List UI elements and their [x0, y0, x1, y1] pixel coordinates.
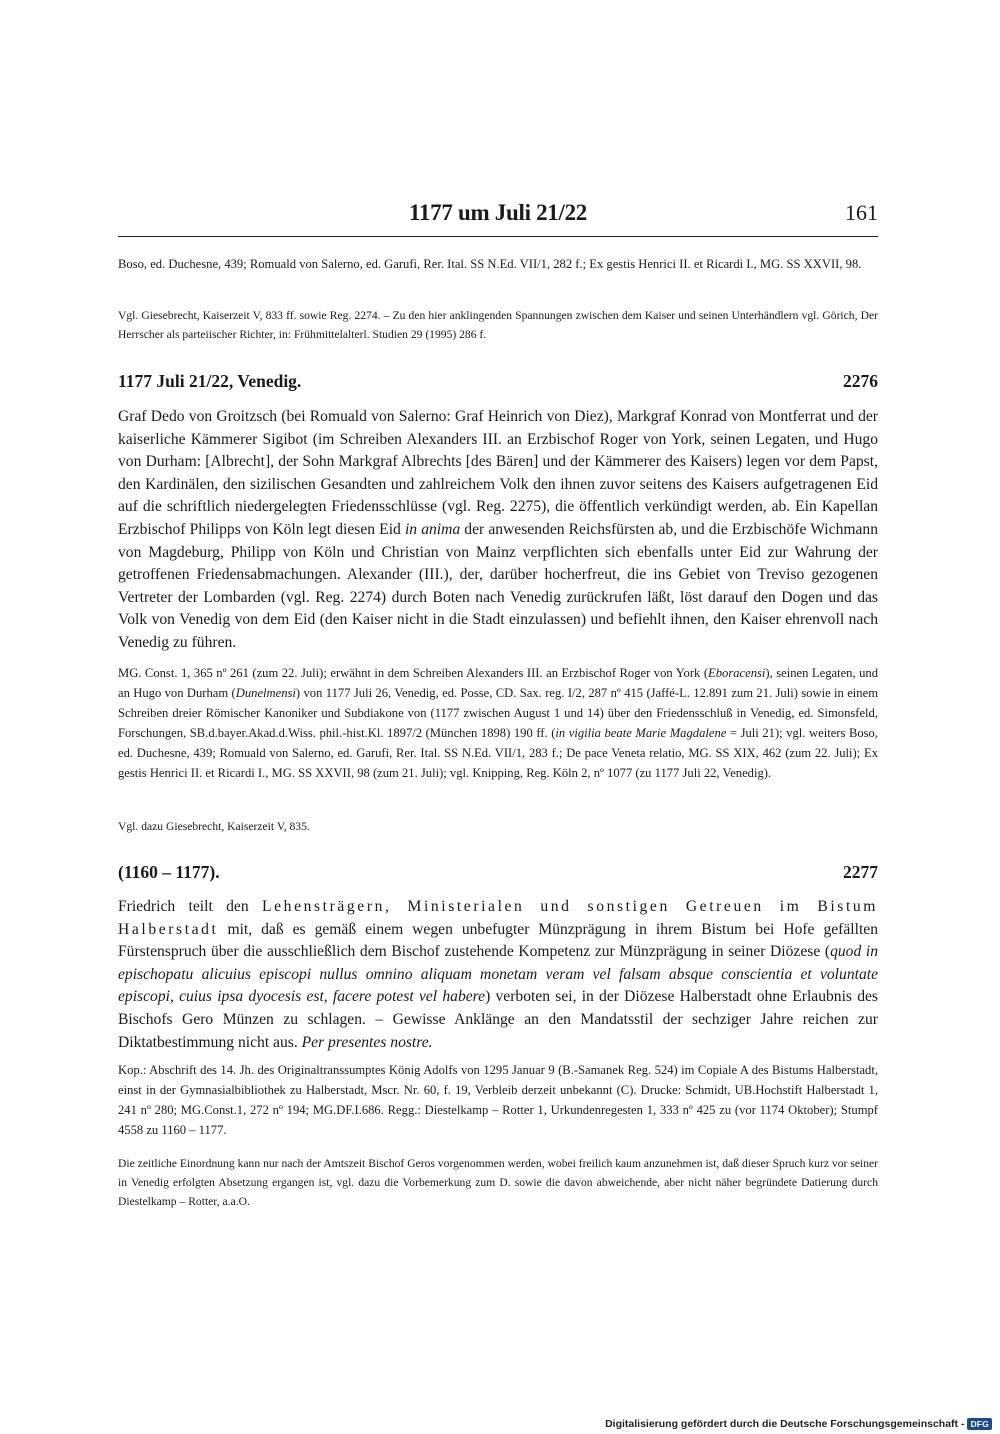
dfg-logo: DFG	[967, 1418, 992, 1430]
prev-entry-note: Vgl. Giesebrecht, Kaiserzeit V, 833 ff. sowie Reg. 2274. – Zu den hier anklingenden Spannungen zwischen dem Kaiser und seinen Unterhändlern vgl. Görich, Der Herrscher als parteiischer Richter, in: Frühmittelalterl. Studien 29 (1995) 286 f.	[118, 309, 878, 341]
text-segment: MG. Const. 1, 365 nº 261 (zum 22. Juli); erwähnt in dem Schreiben Alexanders III. an Erzbischof Roger von York (	[118, 666, 709, 680]
entry-heading-2276	[118, 371, 878, 397]
text-italic: in vigilia beate Marie Magdalene	[555, 726, 727, 740]
entry-note-2277: Die zeitliche Einordnung kann nur nach der Amtszeit Bischof Geros vorgenommen werden, wobei freilich kaum anzunehmen ist, daß dieser Spruch kurz vor seiner in Venedig erfolgten Absetzung ergangen ist, vgl. dazu die Vorbemerkung zum D. sowie die davon abweichende, aber nicht näher begründete Datierung durch Diestelkamp – Rotter, a.a.O.	[118, 1157, 878, 1208]
text-segment: ) verboten sei, in der Diözese Halberstadt ohne Erlaubnis des Bischofs Gero Münzen zu schlagen. – Gewisse Anklänge an den Mandatsstil der sechziger Jahre reichen zur Diktatbestimmung nicht aus.	[118, 988, 878, 1051]
text-italic: in anima	[404, 520, 461, 538]
entry-text-2276	[118, 406, 878, 655]
entry-heading-2277	[118, 862, 878, 888]
running-header	[118, 196, 878, 237]
text-segment: Friedrich teilt den	[118, 898, 263, 915]
entry-date-place: 1177 Juli 21/22, Venedig.	[118, 371, 302, 391]
text-italic: Dunelmensi	[235, 686, 296, 700]
entry-sources-2276	[118, 663, 878, 783]
page-number: 161	[845, 200, 878, 225]
text-segment: ) von 1177 Juli 26, Venedig, ed. Posse, CD. Sax. reg. I/2, 287 nº 415 (Jaffé-L. 12.891 zum 21. Juli) sowie in einem Schreiben dreier Römischer Kanoniker und Subdiakone von (1177 zwischen August 1 und 14) über den Friedensschluß in Venedig, ed. Simonsfeld, Forschungen, SB.d.bayer.Akad.d.Wiss. phil.-hist.Kl. 1897/2 (München 1898) 190 ff. (	[118, 686, 878, 740]
entry-number: 2276	[843, 371, 878, 391]
footer-credit	[605, 1418, 992, 1430]
text-segment: = Juli 21); vgl. weiters Boso, ed. Duchesne, 439; Romuald von Salerno, ed. Garufi, Rer. Ital. SS N.Ed. VII/1, 283 f.; De pace Veneta relatio, MG. SS XIX, 462 (zum 22. Juli); Ex gestis Henrici II. et Ricardi I., MG. SS XXVII, 98 (zum 21. Juli); vgl. Knipping, Reg. Köln 2, nº 1077 (zu 1177 Juli 22, Venedig).	[118, 726, 878, 780]
text-italic: Per presentes nostre.	[301, 1033, 433, 1051]
prev-entry-sources: Boso, ed. Duchesne, 439; Romuald von Salerno, ed. Garufi, Rer. Ital. SS N.Ed. VII/1, 282 f.; Ex gestis Henrici II. et Ricardi I., MG. SS XXVII, 98.	[118, 257, 862, 271]
entry-sources-2277: Kop.: Abschrift des 14. Jh. des Originaltranssumptes König Adolfs von 1295 Januar 9 (B.-Samanek Reg. 524) im Copiale A des Bistums Halberstadt, einst in der Gymnasialbibliothek zu Halberstadt, Mscr. Nr. 60, f. 19, Verbleib derzeit unbekannt (C). Drucke: Schmidt, UB.Hochstift Halberstadt 1, 241 nº 280; MG.Const.1, 272 nº 194; MG.DF.I.686. Regg.: Diestelkamp – Rotter 1, Urkundenregesten 1, 333 nº 425 zu (vor 1174 Oktober); Stumpf 4558 zu 1160 – 1177.	[118, 1063, 878, 1137]
text-segment: ), seinen Legaten, und an Hugo von Durham (	[118, 666, 878, 700]
text-segment: der anwesenden Reichsfürsten ab, und die Erzbischöfe Wichmann von Magdeburg, Philipp von Köln und Christian von Mainz verpflichten sich ebenfalls unter Eid zur Wahrung der getroffenen Friedensabmachungen. Alexander (III.), der, darüber hocherfreut, die ins Gebiet von Treviso gezogenen Vertreter der Lombarden (vgl. Reg. 2274) durch Boten nach Venedig zurückrufen läßt, löst darauf den Dogen und das Volk von Venedig von dem Eid (den Kaiser nicht in die Stadt einzulassen) und befiehlt ihnen, den Kaiser ehrenvoll nach Venedig zu führen.	[118, 520, 879, 651]
entry-date-range: (1160 – 1177).	[118, 862, 220, 882]
text-spaced: Lehensträgern, Ministerialen und sonstigen Getreuen im Bistum Halberstadt	[118, 898, 879, 938]
footer-text: Digitalisierung gefördert durch die Deutsche Forschungsgemeinschaft -	[605, 1418, 965, 1430]
page-title: 1177 um Juli 21/22	[409, 200, 587, 225]
text-italic: Eboracensi	[708, 666, 766, 680]
text-italic: quod in epischopatu alicuius episcopi nullus omnino aliquam monetam veram vel falsam absque conscientia et voluntate episcopi, cuius ipsa dyocesis est, facere potest vel habere	[118, 943, 879, 1006]
text-segment: mit, daß es gemäß einem wegen unbefugter Münzprägung in ihrem Bistum bei Hofe gefällten Fürstenspruch über die ausschließlich dem Bischof zustehende Kompetenz zur Münzprägung in seiner Diözese (	[118, 920, 878, 961]
entry-number: 2277	[843, 862, 878, 882]
text-segment: Graf Dedo von Groitzsch (bei Romuald von Salerno: Graf Heinrich von Diez), Markgraf Konrad von Montferrat und der kaiserliche Kämmerer Sigibot (im Schreiben Alexanders III. an Erzbischof Roger von York, seinen Legaten, und Hugo von Durham: [Albrecht], der Sohn Markgraf Albrechts [des Bären] und der Kämmerer des Kaisers) legen vor dem Papst, den Kardinälen, den sizilischen Gesandten und zahlreichem Volk den ihnen zuvor seitens des Kaisers aufgetragenen Eid auf die schriftlich niedergelegten Friedensschlüsse (vgl. Reg. 2275), die öffentlich verkündigt werden, ab. Ein Kapellan Erzbischof Philipps von Köln legt diesen Eid	[118, 408, 878, 538]
entry-text-2277	[118, 896, 878, 1054]
entry-note-2276: Vgl. dazu Giesebrecht, Kaiserzeit V, 835.	[118, 820, 310, 833]
